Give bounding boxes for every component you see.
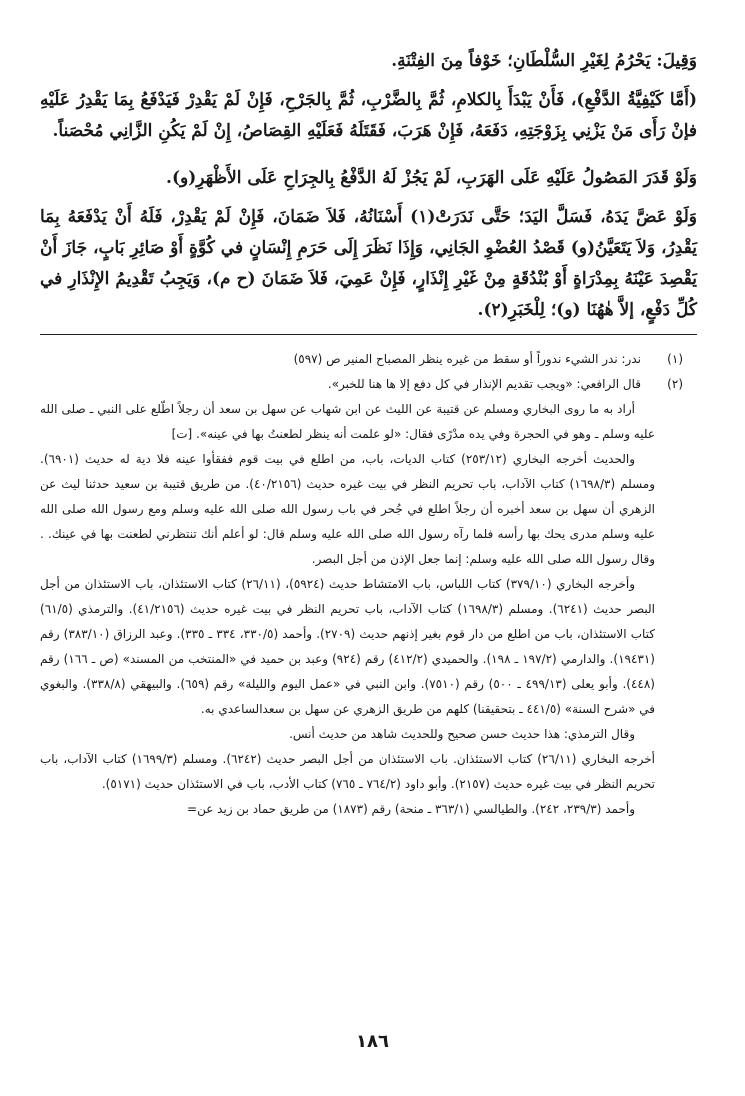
- main-text: [40, 46, 697, 326]
- footnote: [40, 372, 697, 397]
- main-paragraph: وَلَوْ قَدَرَ المَصُولُ عَلَيْهِ عَلَى الهَرَبِ، لَمْ يَجُزْ لَهُ الدَّفْعُ بِالجِرَاحِ عَلَى الأَظْهَرِ(و).: [166, 168, 697, 188]
- footnote-text: قال الرافعي: «ويجب تقديم الإنذار في كل دفع إلا ها هنا للخبر».: [327, 377, 641, 391]
- footnote-commentary: وقال الترمذي: هذا حديث حسن صحيح وللحديث شاهد من حديث أنس.: [289, 727, 635, 741]
- main-paragraph: وَلَوْ عَضَّ يَدَهُ، فَسَلَّ اليَدَ؛ حَتَّى نَدَرَتْ(١) أَسْنَانُهُ، فَلاَ ضَمَانَ، فَإِنْ لَمْ يَقْدِرْ، فَلَهُ أَنْ يَدْفَعَهُ بِمَا يَقْدِرُ، وَلاَ يَتَعَيَّنُ(و) قَصْدُ العُضْوِ الجَانِي، وَإِذَا نَظَرَ إِلَى حَرَمِ إِنْسَانٍ في كُوَّةٍ أَوْ صَائِرِ بَابٍ، جَازَ أَنْ يَقْصِدَ عَيْنَهُ بِمِدْرَاةٍ أَوْ بُنْدُقَةٍ مِنْ غَيْرِ إِنْذَارٍ، فَإِنْ عَمِيَ، فَلاَ ضَمَانَ (ح م)، وَيَجِبُ تَقْدِيمُ الإِنْذَارِ في كُلِّ دَفْعٍ، إلاَّ هٰهُنَا (و)؛ لِلْخَبَرِ(٢).: [40, 207, 698, 320]
- page-number: ١٨٦: [356, 1031, 389, 1052]
- footnote-commentary: والحديث أخرجه البخاري (٢٥٣/١٢) كتاب الديات، باب، من اطلع في بيت قوم ففقأوا عينه فلا دية له حديث (٦٩٠١). ومسلم (١٦٩٨/٣) كتاب الآداب، باب تحريم النظر في بيت غيره حديث (٤٠/٢١٥٦). من طريق قتيبة بن سعيد حدثنا ليث عن الزهري أن سهل بن سعد أخبره أن رجلاً اطلع في جُحر في باب رسول الله صلى الله عليه وسلم ومع رسول الله صلى الله عليه وسلم مدرى يحك بها رأسه فلما رآه رسول الله صلى الله عليه وسلم قال: لو أعلم أنك تنتظرني لطعنت بها في عينك. . وقال رسول الله صلى الله عليه وسلم: إنما جعل الإذن من أجل البصر.: [40, 452, 655, 566]
- footnote-separator: [40, 334, 697, 335]
- footnote-commentary: أراد به ما روى البخاري ومسلم عن قتيبة عن الليث عن ابن شهاب عن سهل بن سعد أن رجلاً اطّلع على النبي ـ صلى الله عليه وسلم ـ وهو في الحجرة وفي يده مدْرًى فقال: «لو علمت أنه ينظر لطعنتُ بها في عينه». [ت]: [40, 402, 655, 441]
- footnote-number: (١): [667, 352, 683, 366]
- footnote-commentary: أخرجه البخاري (٢٦/١١) كتاب الاستئذان. باب الاستئذان من أجل البصر حديث (٦٢٤٢). ومسلم (١٦٩٩/٣) كتاب الآداب، باب تحريم النظر في بيت غيره حديث (٢١٥٧). وأبو داود (٧٦٤/٢ ـ ٧٦٥) كتاب الأدب، باب في الاستئذان حديث (٥١٧١).: [40, 752, 655, 791]
- footnote-text: ندر: ندر الشيء ندوراً أو سقط من غيره ينظر المصباح المنير ص (٥٩٧): [293, 352, 641, 366]
- footnote-number: (٢): [667, 377, 683, 391]
- footnote-commentary: وأخرجه البخاري (٣٧٩/١٠) كتاب اللباس، باب الامتشاط حديث (٥٩٢٤)، (٢٦/١١) كتاب الاستئذان، باب الاستئذان من أجل البصر حديث (٦٢٤١). ومسلم (١٦٩٨/٣) كتاب الآداب، باب تحريم النظر في بيت غيره حديث (٤١/٢١٥٦). والترمذي (٦١/٥) كتاب الاستئذان، باب من اطلع من دار قوم بغير إذنهم حديث (٢٧٠٩). وأحمد (٣٣٠/٥، ٣٣٤ ـ ٣٣٥). وعبد الرزاق (٣٨٣/١٠) رقم (١٩٤٣١). والدارمي (١٩٧/٢ ـ ١٩٨). والحميدي (٤١٢/٢) رقم (٩٢٤) وعبد بن حميد في «المنتخب من المسند» (ص ـ ١٦٦) رقم (٤٤٨). وأبو يعلى (٤٩٩/١٣ ـ ٥٠٠) رقم (٧٥١٠). وابن النبي في «عمل اليوم والليلة» رقم (٦٥٩). والبيهقي (٣٣٨/٨). والبغوي في «شرح السنة» (٤٤١/٥ ـ بتحقيقنا) كلهم من طريق الزهري عن سهل بن سعدالساعدي به.: [40, 577, 656, 716]
- footnotes: [40, 347, 697, 822]
- footnote: [40, 347, 697, 372]
- main-paragraph: (أَمَّا كَيْفِيَّةُ الدَّفْعِ)، فَأَنْ يَبْدَأَ بِالكلامِ، ثُمَّ بِالضَّرْبِ، ثُمَّ بِالجَرْحِ، فَإِنْ لَمْ يَقْدِرْ فَيَدْفَعُ بِمَا يَقْدِرُ عَلَيْهِ فإنْ رَأَى مَنْ يَزْنِي بِزَوْجَتِهِ، دَفَعَهُ، فَإِنْ هَرَبَ، فَقَتَلَهُ فَعَلَيْهِ القِصَاصُ، إِنْ لَمْ يَكُنِ الزَّانِي مُحْصَناً.: [40, 90, 697, 141]
- main-paragraph: وَقِيلَ: يَحْرُمُ لِغَيْرِ السُّلْطَانِ؛ خَوْفاً مِنَ الفِتْنَةِ.: [391, 51, 697, 71]
- footnote-commentary: وأحمد (٢٣٩/٣، ٢٤٢). والطيالسي (٣٦٣/١ ـ منحة) رقم (١٨٧٣) من طريق حماد بن زيد عن=: [187, 802, 635, 816]
